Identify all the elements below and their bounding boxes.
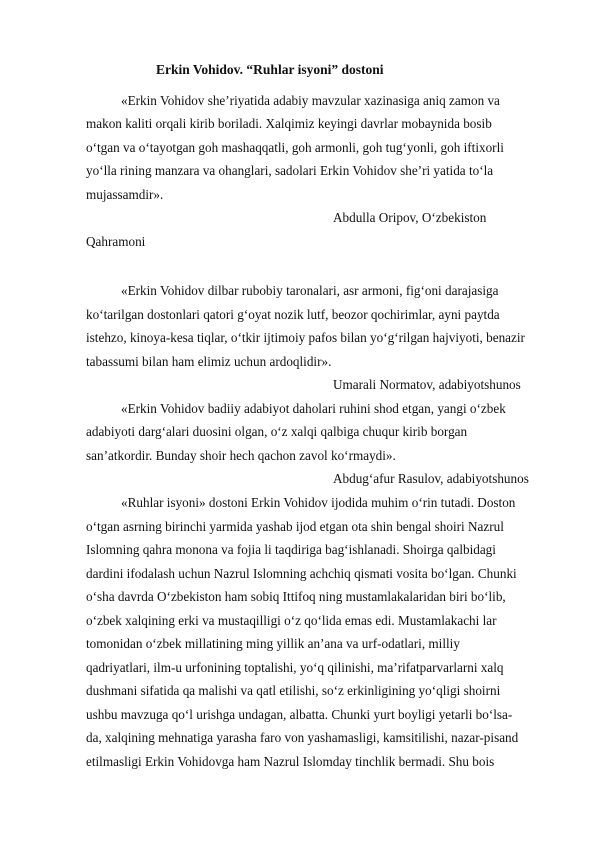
paragraph-line: ushbu mavzuga qo‘l urishga undagan, albatta. Chunki yurt boyligi yetarli bo‘lsa- [86, 707, 513, 722]
quote-line: adabiyoti darg‘alari duosini olgan, o‘z xalqi qalbiga chuqur kirib borgan [86, 424, 468, 439]
quote-author: Abdulla Oripov, O‘zbekiston [333, 210, 487, 225]
quote-line: istehzo, kinoya-kesa tiqlar, o‘tkir ijtimoiy pafos bilan yo‘g‘rilgan hajviyoti, benazir [86, 330, 525, 345]
paragraph-line: o‘tgan asrning birinchi yarmida yashab ijod etgan ota shin bengal shoiri Nazrul [86, 519, 504, 534]
quote-line: san’atkordir. Bunday shoir hech qachon zavol ko‘rmaydi». [86, 448, 396, 463]
quote-line: yo‘lla rining manzara va ohanglari, sadolari Erkin Vohidov she’ri yatida to‘la [86, 163, 494, 178]
quote-author: Abdug‘afur Rasulov, adabiyotshunos [333, 471, 529, 486]
paragraph-line: qadriyatlari, ilm-u urfonining toptalishi, yo‘q qilinishi, ma’rifatparvarlarni xalq [86, 660, 504, 675]
quote-line: mujassamdir». [86, 187, 164, 202]
paragraph-line: o‘sha davrda O‘zbekiston ham sobiq Ittifoq ning mustamlakalaridan biri bo‘lib, [86, 589, 506, 604]
quote-author-continued: Qahramoni [86, 234, 146, 249]
paragraph-line: dushmani sifatida qa malishi va qatl etilishi, so‘z erkinligining yo‘qligi shoirni [86, 683, 501, 698]
paragraph-line: dardini ifodalash uchun Nazrul Islomning achchiq qismati vosita bo‘lgan. Chunki [86, 566, 517, 581]
paragraph-line: «Ruhlar isyoni» dostoni Erkin Vohidov ijodida muhim o‘rin tutadi. Doston [121, 495, 516, 510]
quote-author: Umarali Normatov, adabiyotshunos [333, 377, 521, 392]
quote-line: o‘tgan va o‘tayotgan goh mashaqqatli, goh armonli, goh tug‘yonli, goh iftixorli [86, 140, 504, 155]
quote-line: tabassumi bilan ham elimiz uchun ardoqlidir». [86, 354, 332, 369]
paragraph-line: da, xalqining mehnatiga yarasha faro von yashamasligi, kamsitilishi, nazar-pisand [86, 730, 519, 745]
paragraph-line: Islomning qahra monona va fojia li taqdiriga bag‘ishlanadi. Shoirga qalbidagi [86, 542, 496, 557]
quote-line: «Erkin Vohidov badiiy adabiyot daholari ruhini shod etgan, yangi o‘zbek [121, 401, 506, 416]
quote-line: ko‘tarilgan dostonlari qatori g‘oyat nozik lutf, beozor qochirimlar, ayni paytda [86, 307, 500, 322]
document-title: Erkin Vohidov. “Ruhlar isyoni” dostoni [156, 62, 384, 77]
paragraph-line: tomonidan o‘zbek millatining ming yillik an’ana va urf-odatlari, milliy [86, 636, 460, 651]
quote-line: «Erkin Vohidov she’riyatida adabiy mavzular xazinasiga aniq zamon va [121, 93, 500, 108]
paragraph-line: etilmasligi Erkin Vohidovga ham Nazrul Islomday tinchlik bermadi. Shu bois [86, 754, 495, 769]
quote-line: makon kaliti orqali kirib boriladi. Xalqimiz keyingi davrlar mobaynida bosib [86, 116, 492, 131]
quote-line: «Erkin Vohidov dilbar rubobiy taronalari, asr armoni, fig‘oni darajasiga [121, 283, 499, 298]
paragraph-line: o‘zbek xalqining erki va mustaqilligi o‘z qo‘lida emas edi. Mustamlakachi lar [86, 613, 497, 628]
